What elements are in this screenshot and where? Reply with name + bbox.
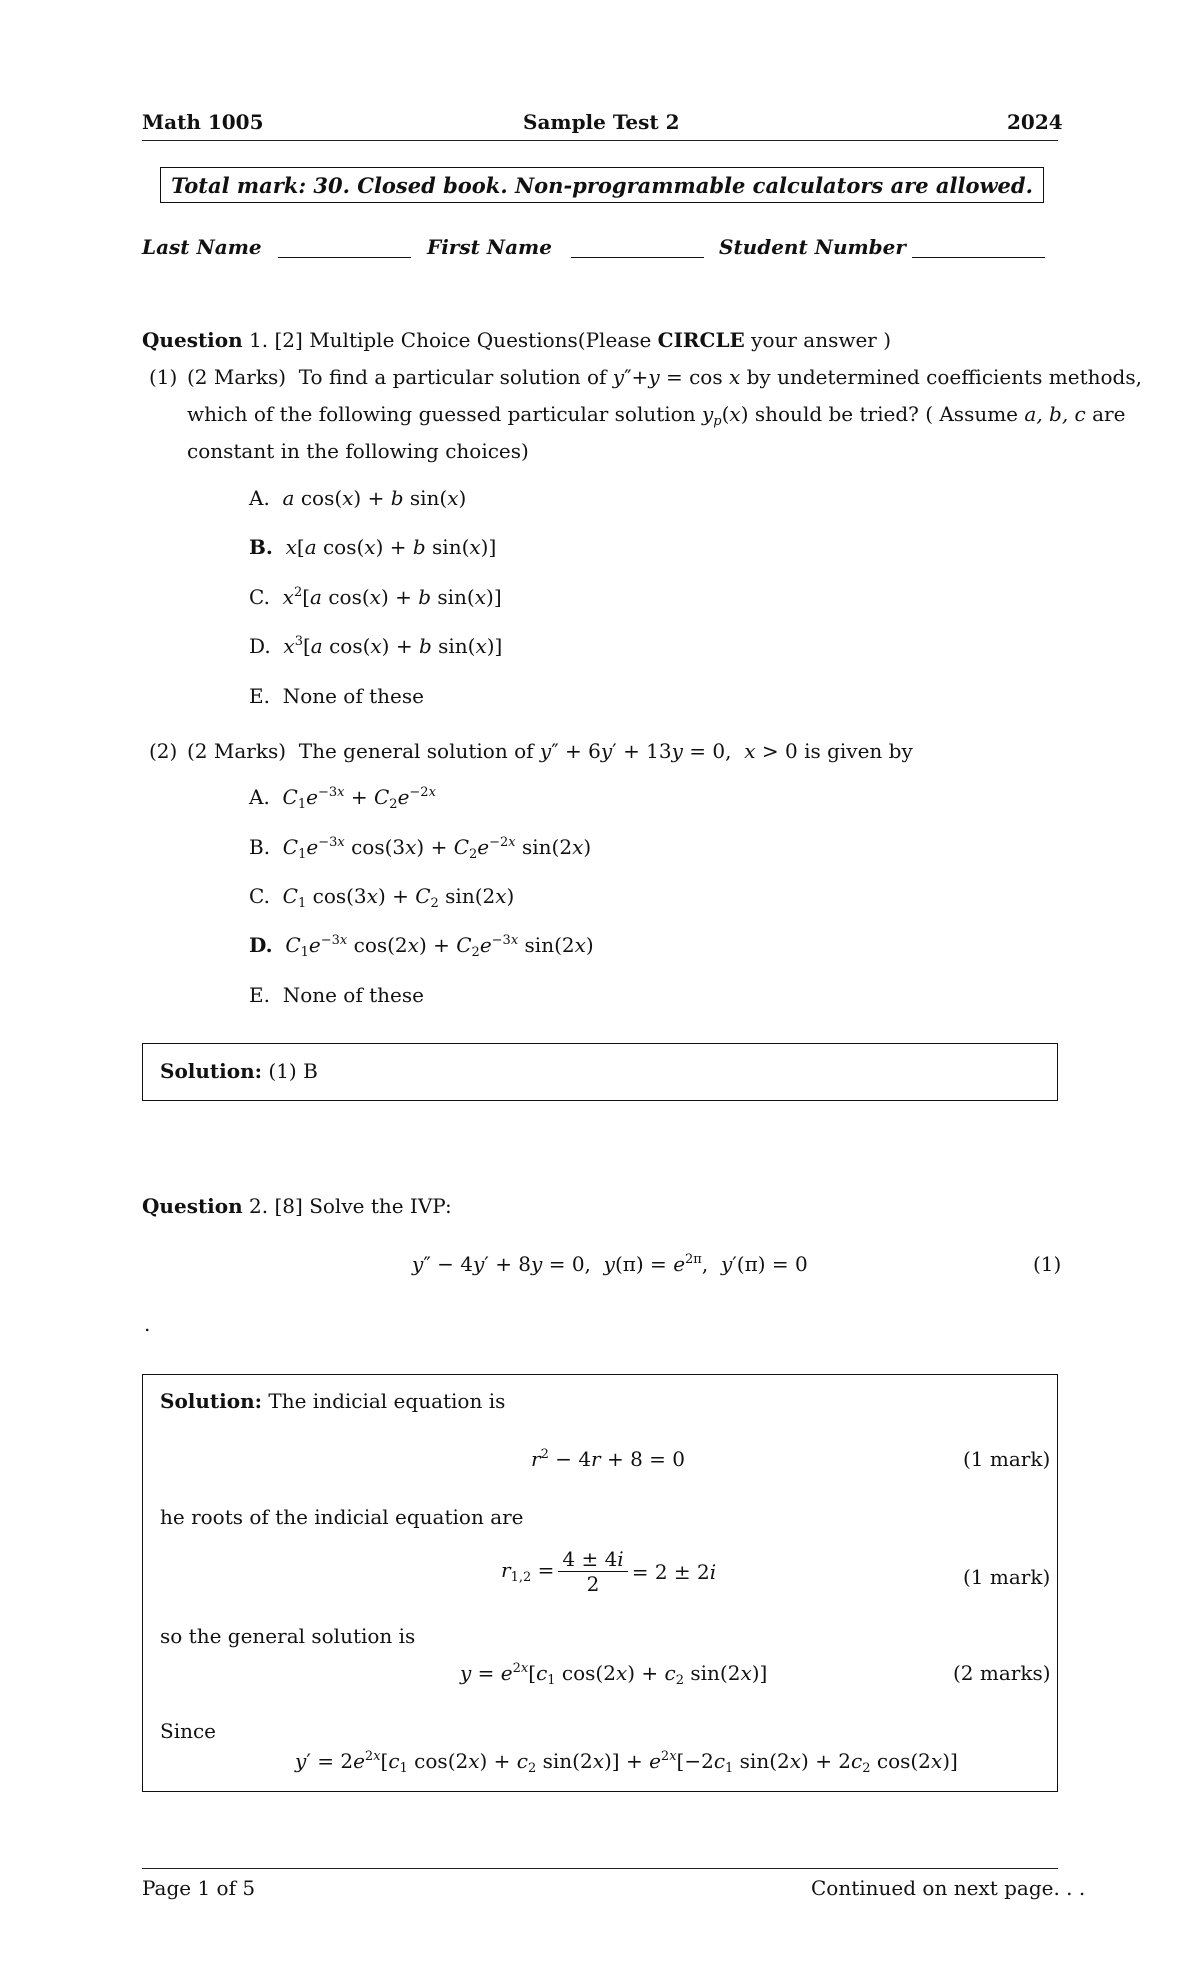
q2-derivative: $y' = 2e^{2x}[c_1$ $\cos(2x) + c_2$ $\sin(2x)] + e^{2x}[-2c_1$ $\sin(2x) + 2c_2$ cos(2x)] <box>295 1749 958 1776</box>
q1-p2-choice-e-letter: E. <box>249 983 270 1007</box>
q1-p1-choice-d[interactable] <box>249 634 502 658</box>
q1-outro: your answer ) <box>751 328 892 352</box>
q2-equation-tag: (1) <box>1033 1252 1062 1276</box>
q1-part1-num: (1) <box>149 365 178 389</box>
q1-number: 1. <box>249 328 269 352</box>
q1-p1-choice-e-text: None of these <box>282 684 424 708</box>
q2-solution-box <box>142 1374 1058 1792</box>
q1-part1-text-a: To find a particular solution of <box>298 365 607 389</box>
q1-p2-choice-b[interactable] <box>249 835 591 862</box>
q1-part1-text-e: are <box>1092 402 1126 426</box>
q1-p1-choice-b-expr: x[a cos(x) + b sin(x)] <box>285 535 497 559</box>
q1-p1-choice-c-letter: C. <box>249 585 270 609</box>
q1-solution <box>160 1059 318 1083</box>
last-name-label: Last Name <box>142 235 262 259</box>
q1-p2-choice-c-letter: C. <box>249 884 270 908</box>
q1-p2-choice-c-expr: $C_1$ $\cos(3x) + C_2$ sin(2x) <box>282 884 515 911</box>
q2-roots-equation: $r_{1,2}$ = $\frac{4 \pm 4i}{2}$ = 2 ± 2i <box>501 1547 717 1596</box>
last-name-blank <box>278 257 411 258</box>
course-code: Math 1005 <box>142 110 264 134</box>
test-year: 2024 <box>1007 110 1063 134</box>
q1-part1-line1 <box>187 365 1142 389</box>
q1-part1-ode: y″+y = cos x <box>612 365 741 389</box>
q1-part1-text-d: should be tried? ( Assume <box>754 402 1019 426</box>
q1-p2-choice-a-letter: A. <box>249 785 270 809</box>
first-name-blank <box>571 257 704 258</box>
q1-p2-choice-d-letter: D. <box>249 933 273 957</box>
q1-p2-choice-e-text: None of these <box>282 983 424 1007</box>
q2-mark-1: (1 mark) <box>963 1447 1051 1471</box>
q1-p2-choice-b-letter: B. <box>249 835 271 859</box>
instructions-text: Total mark: 30. Closed book. Non-programmable calculators are allowed. <box>171 172 1033 198</box>
q1-p1-choice-a-letter: A. <box>249 486 270 510</box>
q1-intro: Multiple Choice Questions(Please <box>309 328 652 352</box>
q2-mark-3: (2 marks) <box>953 1661 1051 1685</box>
q2-solution-label: Solution: <box>160 1389 263 1413</box>
q2-solution-intro <box>160 1389 505 1413</box>
q1-p1-choice-e[interactable] <box>249 684 424 708</box>
q1-p2-choice-d-expr: $C_1e^{-3x}$ $\cos(2x) + C_2e^{-3x}$ sin(2x) <box>285 933 594 960</box>
page-number: Page 1 of 5 <box>142 1876 256 1900</box>
footer-rule <box>142 1868 1058 1869</box>
q1-p2-choice-c[interactable] <box>249 884 514 911</box>
q1-solution-box <box>142 1043 1058 1101</box>
q1-p2-choice-b-expr: $C_1e^{-3x}$ $\cos(3x) + C_2e^{-2x}$ sin(2x) <box>282 835 592 862</box>
q1-p2-choice-d[interactable] <box>249 933 594 960</box>
instructions-box <box>160 167 1044 203</box>
q1-part2-text-b: is given by <box>804 739 913 763</box>
q2-ivp-equation: y″ − 4y′ + 8y = 0, $y(\pi) = e^{2\pi}$, y′(π) = 0 <box>412 1252 808 1276</box>
q1-part1-text-c: which of the following guessed particular solution <box>187 402 696 426</box>
q1-p1-choice-b-letter: B. <box>249 535 273 559</box>
q2-general-text: so the general solution is <box>160 1624 416 1648</box>
header-rule <box>142 140 1058 141</box>
q1-p1-choice-c-expr: $x^2[a$ cos(x) + b sin(x)] <box>282 585 502 609</box>
test-title: Sample Test 2 <box>523 110 680 134</box>
q1-part2-ode: y″ + 6y′ + 13y = 0, x > 0 <box>539 739 798 763</box>
q2-indicial-equation: $r^2 - 4r + 8 = 0$ <box>531 1447 686 1471</box>
q1-solution-label: Solution: <box>160 1059 263 1083</box>
q1-heading <box>142 328 891 352</box>
q1-part2-marks: (2 Marks) <box>187 739 287 763</box>
q1-marks: [2] <box>274 328 303 352</box>
q2-label: Question <box>142 1194 243 1218</box>
q1-p2-choice-a-expr: $C_1e^{-3x} + C_2e^{-2x}$ <box>282 785 436 812</box>
q2-roots-fraction: $\frac{4 \pm 4i}{2}$ <box>558 1547 627 1596</box>
q1-p2-choice-e[interactable] <box>249 983 424 1007</box>
q1-circle: CIRCLE <box>657 328 745 352</box>
q1-part2-line <box>187 739 913 763</box>
continued-note: Continued on next page. . . <box>811 1876 1086 1900</box>
q1-p1-choice-b[interactable] <box>249 535 496 559</box>
q2-text: Solve the IVP: <box>309 1194 452 1218</box>
q2-heading <box>142 1194 452 1218</box>
q1-p1-choice-e-letter: E. <box>249 684 270 708</box>
q2-since: Since <box>160 1719 217 1743</box>
q1-part2-num: (2) <box>149 739 178 763</box>
q1-part2-text-a: The general solution of <box>298 739 534 763</box>
q1-label: Question <box>142 328 243 352</box>
q1-part1-text-b: by undetermined coefficients methods, <box>746 365 1142 389</box>
q1-p1-choice-c[interactable] <box>249 585 502 609</box>
q1-solution-text: (1) B <box>268 1059 318 1083</box>
q1-p1-choice-d-letter: D. <box>249 634 271 658</box>
q1-part1-marks: (2 Marks) <box>187 365 287 389</box>
q1-part1-line2 <box>187 402 1125 429</box>
q2-mark-2: (1 mark) <box>963 1565 1051 1589</box>
q1-p2-choice-a[interactable] <box>249 785 436 812</box>
q1-p1-choice-a[interactable] <box>249 486 466 510</box>
q2-number: 2. <box>249 1194 269 1218</box>
q2-dot: . <box>144 1312 151 1336</box>
q2-general-solution: $y = e^{2x}[c_1$ $\cos(2x) + c_2$ sin(2x)] <box>460 1661 768 1688</box>
q1-p1-choice-d-expr: $x^3[a$ cos(x) + b sin(x)] <box>283 634 503 658</box>
q2-marks: [8] <box>274 1194 303 1218</box>
first-name-label: First Name <box>427 235 552 259</box>
q2-roots-text: he roots of the indicial equation are <box>160 1505 524 1529</box>
q1-p1-choice-a-expr: a cos(x) + b sin(x) <box>282 486 467 510</box>
q1-part1-constants: a, b, c <box>1024 402 1086 426</box>
q1-part1-yp: $y_p(x)$ <box>701 402 749 429</box>
q2-solution-intro-text: The indicial equation is <box>268 1389 506 1413</box>
student-number-blank <box>912 257 1045 258</box>
student-number-label: Student Number <box>719 235 906 259</box>
q1-part1-line3: constant in the following choices) <box>187 439 529 463</box>
